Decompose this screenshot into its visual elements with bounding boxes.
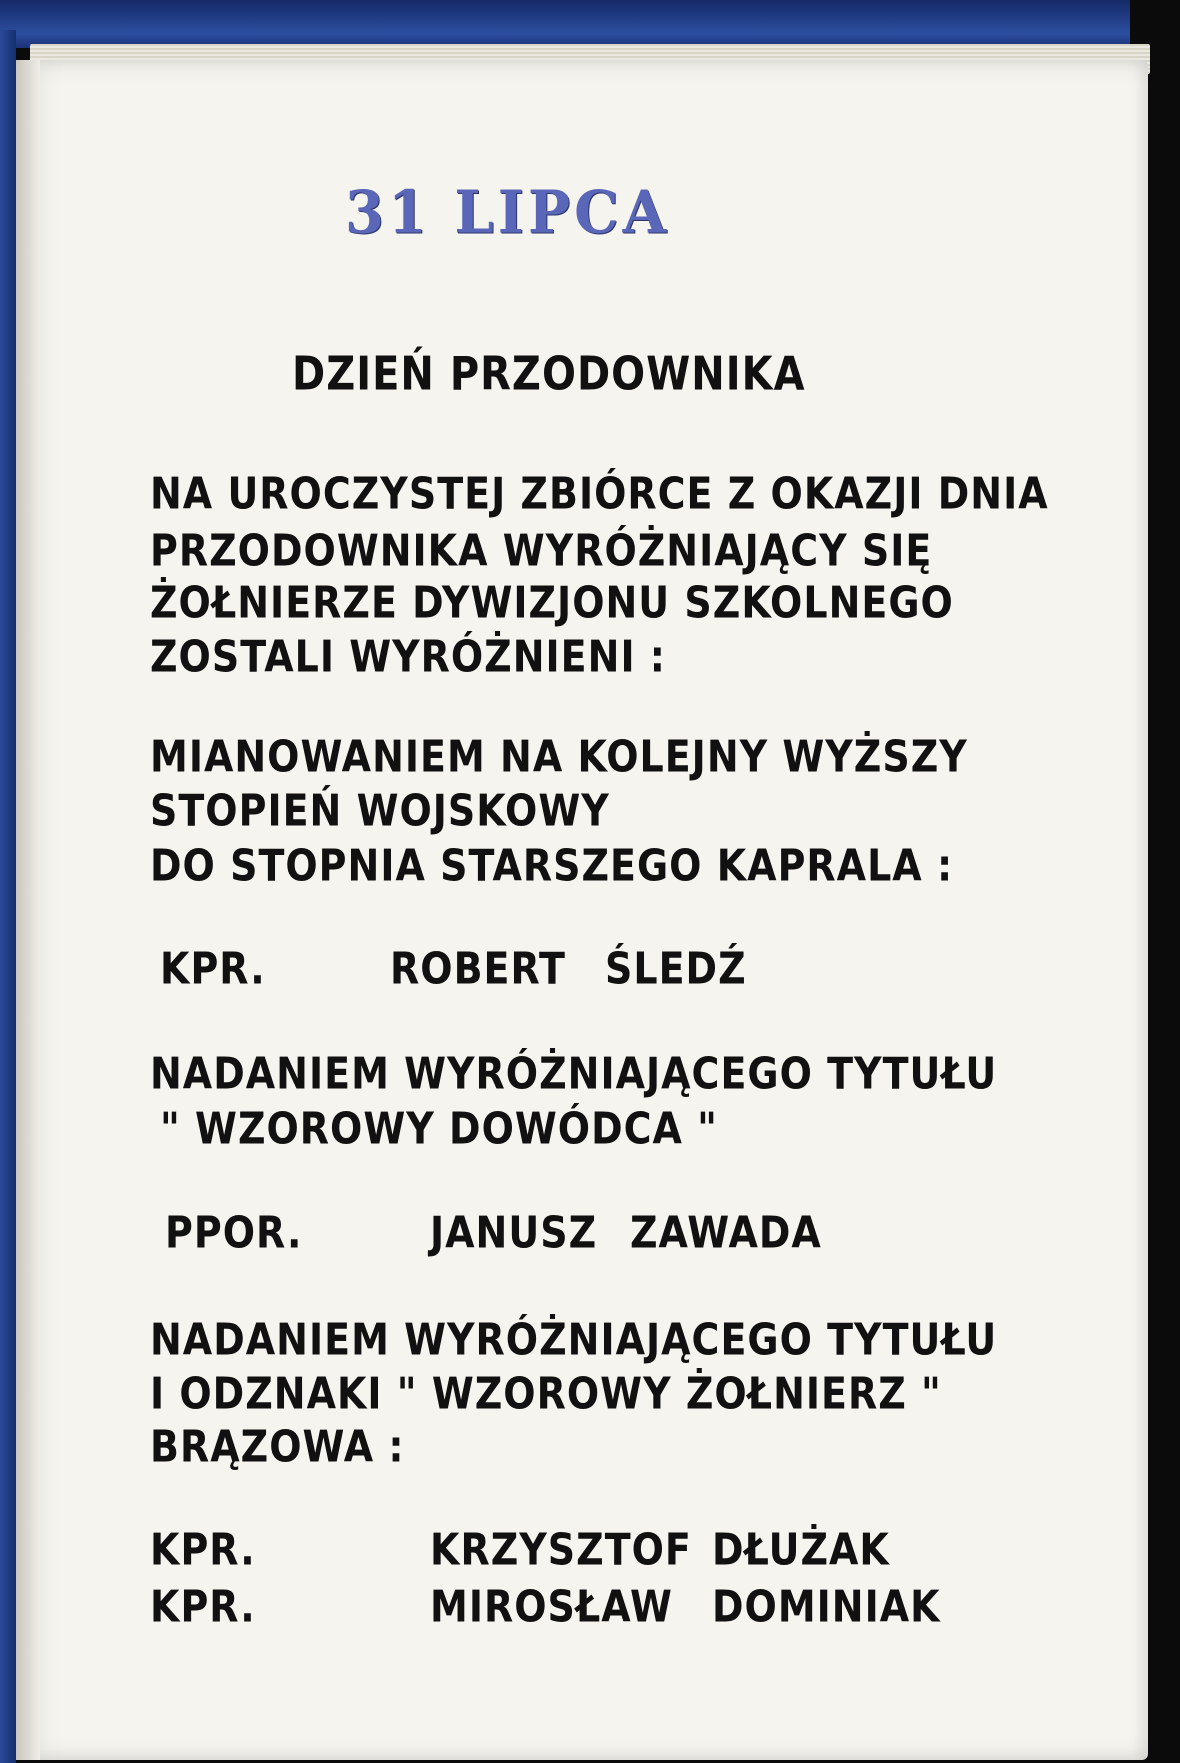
title-award-line-2: " WZOROWY DOWÓDCA " (160, 1103, 718, 1154)
title-award-rank: PPOR. (165, 1207, 303, 1258)
notebook-page (16, 60, 1148, 1760)
page-spine-shadow (16, 60, 40, 1760)
badge-person-2-first-name: MIROSŁAW (430, 1581, 673, 1632)
page-heading: DZIEŃ PRZODOWNIKA (292, 348, 806, 401)
badge-person-1-rank: KPR. (150, 1524, 256, 1575)
book-cover-top (0, 0, 1130, 48)
promotion-line-2: STOPIEŃ WOJSKOWY (150, 785, 610, 836)
promotion-line-1: MIANOWANIEM NA KOLEJNY WYŻSZY (150, 731, 968, 782)
badge-person-1-last-name: DŁUŻAK (712, 1524, 890, 1575)
promotion-line-3: DO STOPNIA STARSZEGO KAPRALA : (150, 840, 954, 891)
title-award-first-name: JANUSZ (430, 1207, 598, 1258)
book-cover-left (0, 30, 16, 1763)
badge-award-line-3: BRĄZOWA : (150, 1421, 405, 1472)
intro-line-2: PRZODOWNIKA WYRÓŻNIAJĄCY SIĘ (150, 525, 933, 576)
intro-line-1: NA UROCZYSTEJ ZBIÓRCE Z OKAZJI DNIA (150, 468, 1049, 519)
page-date: 31 LIPCA (345, 178, 671, 248)
title-award-line-1: NADANIEM WYRÓŻNIAJĄCEGO TYTUŁU (150, 1048, 998, 1099)
intro-line-3: ŻOŁNIERZE DYWIZJONU SZKOLNEGO (150, 577, 954, 628)
badge-award-line-1: NADANIEM WYRÓŻNIAJĄCEGO TYTUŁU (150, 1314, 998, 1365)
badge-person-2-last-name: DOMINIAK (712, 1581, 941, 1632)
badge-award-line-2: I ODZNAKI " WZOROWY ŻOŁNIERZ " (150, 1368, 942, 1419)
promotion-rank: KPR. (160, 943, 266, 994)
title-award-last-name: ZAWADA (630, 1207, 822, 1258)
badge-person-2-rank: KPR. (150, 1581, 256, 1632)
intro-line-4: ZOSTALI WYRÓŻNIENI : (150, 631, 667, 682)
badge-person-1-first-name: KRZYSZTOF (430, 1524, 692, 1575)
promotion-last-name: ŚLEDŹ (605, 943, 747, 994)
promotion-first-name: ROBERT (390, 943, 566, 994)
